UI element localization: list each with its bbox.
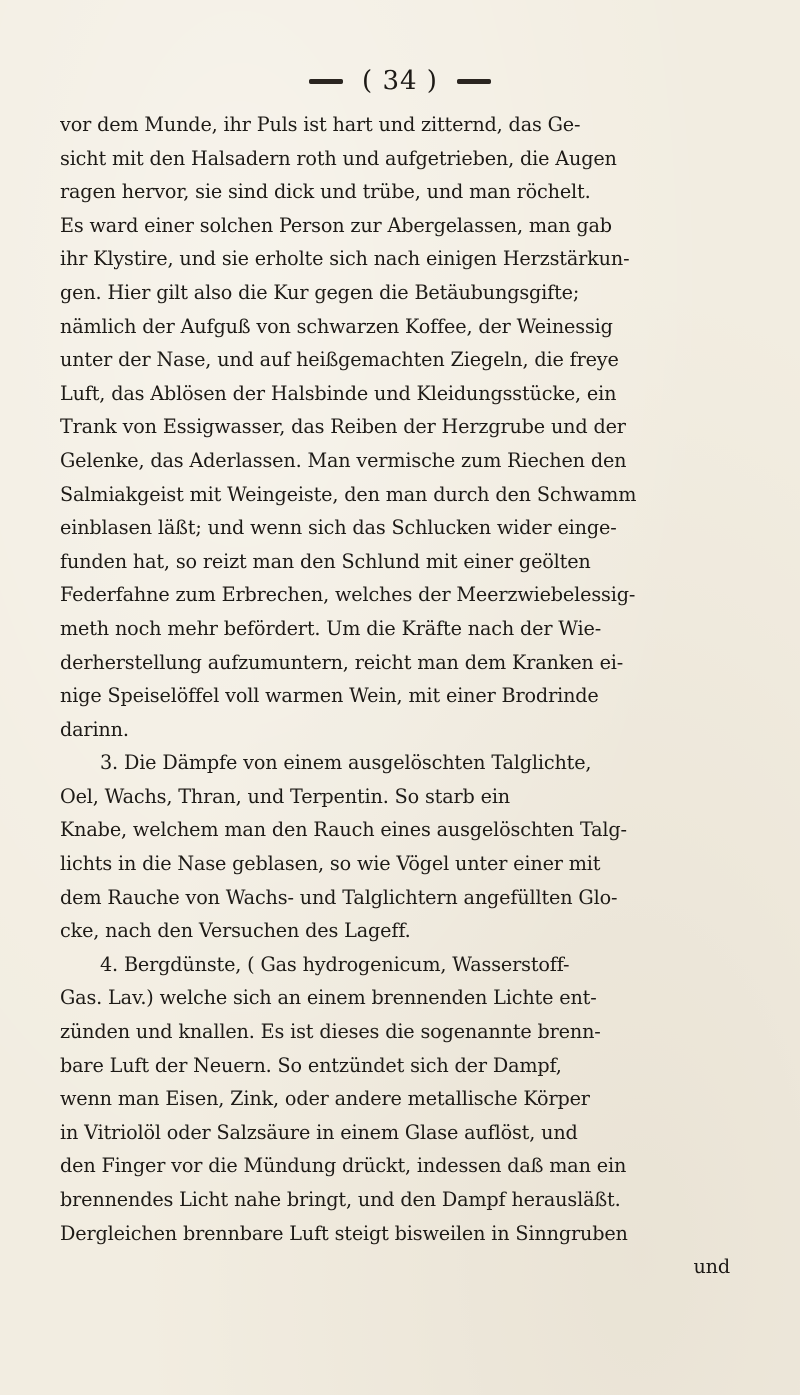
header-rule-right <box>457 79 491 84</box>
catchword: und <box>693 1255 730 1279</box>
text-line: darinn. <box>60 717 129 741</box>
text-line: 3. Die Dämpfe von einem ausgelöschten Talglichte, <box>100 751 592 775</box>
text-line: vor dem Munde, ihr Puls ist hart und zitternd, das Ge- <box>60 113 581 136</box>
text-line: ragen hervor, sie sind dick und trübe, und man röchelt. <box>60 180 591 204</box>
text-line: zünden und knallen. Es ist dieses die sogenannte brenn- <box>60 1020 601 1044</box>
text-line: Es ward einer solchen Person zur Abergelassen, man gab <box>60 213 612 237</box>
text-line: dem Rauche von Wachs- und Talglichtern angefüllten Glo- <box>60 885 618 909</box>
text-line: den Finger vor die Mündung drückt, indessen daß man ein <box>60 1154 627 1178</box>
text-line: ihr Klystire, und sie erholte sich nach einigen Herzstärkun- <box>60 247 630 271</box>
text-line: Oel, Wachs, Thran, und Terpentin. So starb ein <box>60 784 511 808</box>
text-line: Gelenke, das Aderlassen. Man vermische zum Riechen den <box>60 448 627 472</box>
text-line: Knabe, welchem man den Rauch eines ausgelöschten Talg- <box>60 818 627 842</box>
text-line: nige Speiselöffel voll warmen Wein, mit einer Brodrinde <box>60 684 599 708</box>
page-header <box>0 66 800 106</box>
text-line: nämlich der Aufguß von schwarzen Koffee, der Weinessig <box>60 314 613 338</box>
text-line: Trank von Essigwasser, das Reiben der Herzgrube und der <box>60 415 626 439</box>
text-line: in Vitriolöl oder Salzsäure in einem Glase auflöst, und <box>60 1120 578 1144</box>
text-line: funden hat, so reizt man den Schlund mit einer geölten <box>60 549 591 573</box>
text-line: Luft, das Ablösen der Halsbinde und Kleidungsstücke, ein <box>60 381 617 405</box>
text-line: Federfahne zum Erbrechen, welches der Meerzwiebelessig- <box>60 583 636 607</box>
text-line: 4. Bergdünste, ( Gas hydrogenicum, Wasserstoff- <box>100 952 570 976</box>
page-number: ( 34 ) <box>362 66 438 96</box>
text-line: einblasen läßt; und wenn sich das Schlucken wider einge- <box>60 516 617 540</box>
text-line: Dergleichen brennbare Luft steigt bisweilen in Sinngruben <box>60 1221 628 1245</box>
text-line: unter der Nase, und auf heißgemachten Ziegeln, die freye <box>60 348 619 372</box>
text-line: bare Luft der Neuern. So entzündet sich der Dampf, <box>60 1053 562 1077</box>
text-line: Gas. Lav.) welche sich an einem brennenden Lichte ent- <box>60 986 597 1010</box>
text-line: Salmiakgeist mit Weingeiste, den man durch den Schwamm <box>60 482 637 506</box>
text-line: brennendes Licht nahe bringt, und den Dampf herausläßt. <box>60 1188 621 1211</box>
text-line: derherstellung aufzumuntern, reicht man dem Kranken ei- <box>60 650 624 674</box>
text-line: lichts in die Nase geblasen, so wie Vögel unter einer mit <box>60 852 601 876</box>
text-line: cke, nach den Versuchen des Lageff. <box>60 919 411 943</box>
text-line: wenn man Eisen, Zink, oder andere metallische Körper <box>60 1087 590 1111</box>
text-line: meth noch mehr befördert. Um die Kräfte nach der Wie- <box>60 616 602 640</box>
header-rule-left <box>309 79 343 84</box>
body-text <box>60 108 760 1284</box>
text-line: gen. Hier gilt also die Kur gegen die Betäubungsgifte; <box>60 280 580 304</box>
text-line: sicht mit den Halsadern roth und aufgetrieben, die Augen <box>60 146 617 170</box>
